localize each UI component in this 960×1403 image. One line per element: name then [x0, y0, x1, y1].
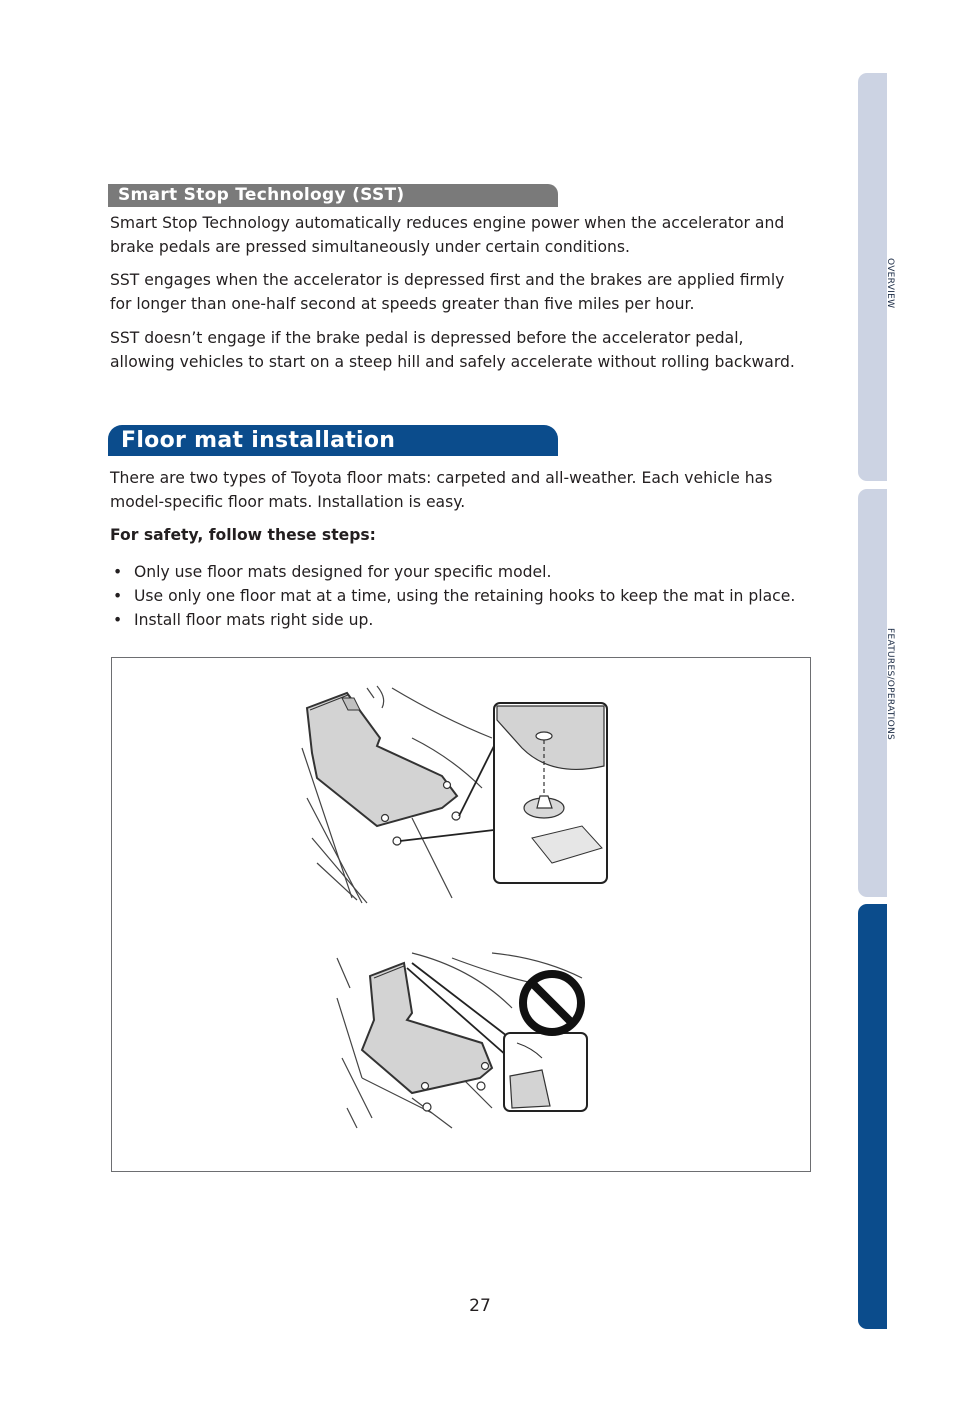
floor-mat-steps-list — [110, 560, 800, 632]
correct-floor-mat — [307, 693, 457, 826]
prohibited-icon — [523, 974, 581, 1032]
sst-paragraph-3: SST doesn’t engage if the brake pedal is depressed before the accelerator pedal, allowing vehicles to start on a steep hill and safely accelerate without rolling backward. — [110, 329, 795, 371]
floor-mat-intro: There are two types of Toyota floor mats: carpeted and all-weather. Each vehicle has model-specific floor mats. Installation is easy. — [110, 469, 773, 511]
sst-paragraph-1: Smart Stop Technology automatically reduces engine power when the accelerator and brake pedals are pressed simultaneously under certain conditions. — [110, 214, 785, 256]
tab-overview-label: OVERVIEW — [885, 258, 895, 309]
floor-mat-steps-title: For safety, follow these steps: — [110, 526, 376, 544]
sst-paragraph-2: SST engages when the accelerator is depressed first and the brakes are applied firmly for longer than one-half second at speeds greater than five miles per hour. — [110, 271, 785, 313]
step-item: • Use only one floor mat at a time, using the retaining hooks to keep the mat in place. — [110, 584, 800, 608]
floor-mat-drawing — [112, 658, 810, 1171]
step-item: • Only use floor mats designed for your specific model. — [110, 560, 800, 584]
sst-heading: Smart Stop Technology (SST) — [108, 184, 558, 207]
page-number: 27 — [469, 1296, 491, 1316]
tab-safety-label: SAFETY AND EMERGENCY FEATURES — [885, 1030, 895, 1204]
floor-mat-illustration — [111, 657, 811, 1172]
step-item: • Install floor mats right side up. — [110, 608, 800, 632]
floor-mat-heading: Floor mat installation — [108, 425, 558, 456]
incorrect-stacked-floor-mat — [362, 963, 492, 1093]
tab-features-label: FEATURES/OPERATIONS — [885, 628, 895, 741]
